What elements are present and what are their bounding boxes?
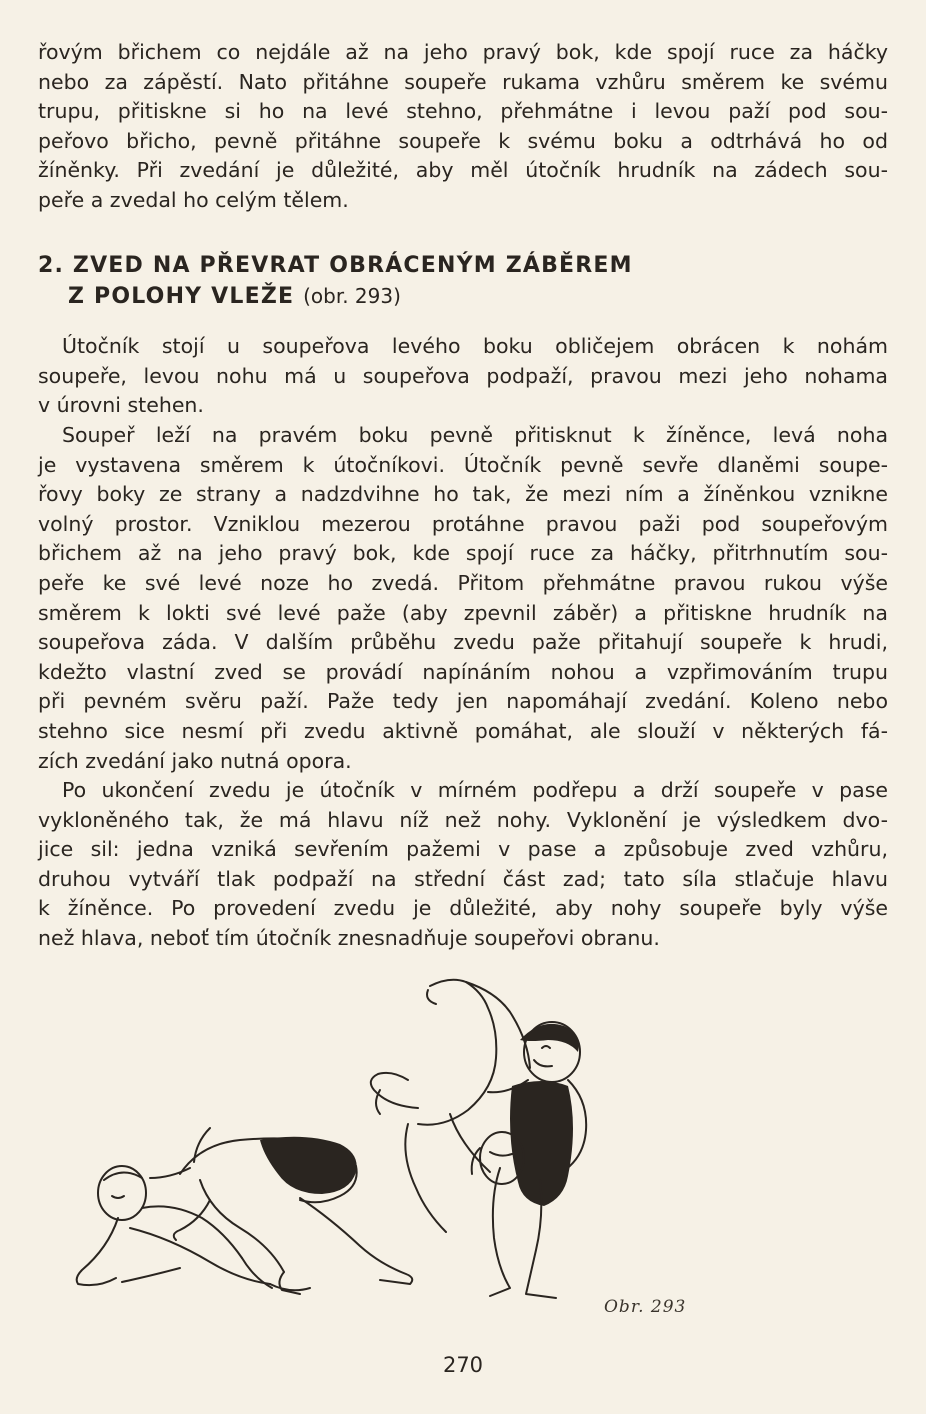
- text-line: peře a zvedal ho celým tělem.: [38, 187, 349, 212]
- text-line: soupeřova záda. V dalším průběhu zvedu paže přitahují soupeře k hrudi,: [38, 630, 888, 655]
- text-line: soupeře, levou nohu má u soupeřova podpaží, pravou mezi jeho nohama: [38, 363, 888, 388]
- text-line: vykloněného tak, že má hlavu níž než nohy. Vyklonění je výsledkem dvo-: [38, 807, 888, 832]
- text-line: je vystavena směrem k útočníkovi. Útočník pevně sevře dlaněmi soupe-: [38, 452, 888, 477]
- paragraph-continuation: [38, 38, 888, 216]
- figure-reference: (obr. 293): [303, 284, 401, 308]
- heading-line-2: [38, 281, 888, 312]
- text-line: řovy boky ze strany a nadzdvihne ho tak, že mezi ním a žíněnkou vznikne: [38, 482, 888, 507]
- wrestlers-drawing: [60, 968, 760, 1328]
- text-line: peře ke své levé noze ho zvedá. Přitom přehmátne pravou rukou výše: [38, 570, 888, 595]
- text-line: v úrovni stehen.: [38, 393, 204, 418]
- heading-line-2-text: Z POLOHY VLEŽE: [68, 284, 295, 309]
- page-number: 270: [442, 1353, 484, 1377]
- text-line: žíněnky. Při zvedání je důležité, aby měl útočník hrudník na zádech sou-: [38, 158, 888, 183]
- text-line: k žíněnce. Po provedení zvedu je důležité, aby nohy soupeře byly výše: [38, 896, 888, 921]
- heading-line-1: 2. ZVED NA PŘEVRAT OBRÁCENÝM ZÁBĚREM: [38, 253, 633, 278]
- text-line: peřovo břicho, pevně přitáhne soupeře k svému boku a odtrhává ho od: [38, 128, 888, 153]
- section-heading: [38, 250, 888, 312]
- lying-opponent-figure: [77, 1166, 310, 1290]
- text-line: stehno sice nesmí při zvedu aktivně pomáhat, ale slouží v některých fá-: [38, 718, 888, 743]
- text-line: druhou vytváří tlak podpaží na střední část zad; tato síla stlačuje hlavu: [38, 866, 888, 891]
- text-line: břichem až na jeho pravý bok, kde spojí ruce za háčky, přitrhnutím sou-: [38, 541, 888, 566]
- paragraph-execution: [38, 421, 888, 776]
- figure-caption: Obr. 293: [604, 1297, 687, 1317]
- text-line: kdežto vlastní zved se provádí napínáním nohou a vzpřimováním trupu: [38, 659, 888, 684]
- paragraph-starting-position: [38, 332, 888, 421]
- text-line: trupu, přitiskne si ho na levé stehno, přehmátne i levou paží pod sou-: [38, 99, 888, 124]
- text-line: nebo za zápěstí. Nato přitáhne soupeře rukama vzhůru směrem ke svému: [38, 69, 888, 94]
- wrestling-illustration: [60, 968, 760, 1328]
- text-line: volný prostor. Vzniklou mezerou protáhne pravou paži pod soupeřovým: [38, 511, 888, 536]
- paragraph-finish: [38, 776, 888, 954]
- text-line: než hlava, neboť tím útočník znesnadňuje soupeřovi obranu.: [38, 925, 660, 950]
- text-line: zích zvedání jako nutná opora.: [38, 748, 352, 773]
- trunks-shading: [260, 1024, 579, 1206]
- text-line: jice sil: jedna vzniká sevřením pažemi v pase a způsobuje zved vzhůru,: [38, 837, 888, 862]
- text-line: řovým břichem co nejdále až na jeho pravý bok, kde spojí ruce za háčky: [38, 40, 888, 64]
- text-line: směrem k lokti své levé paže (aby zpevnil záběr) a přitiskne hrudník na: [38, 600, 888, 625]
- lifted-opponent-figure: [371, 980, 530, 1232]
- text-line: při pevném svěru paží. Paže tedy jen napomáhají zvedání. Koleno nebo: [38, 689, 888, 714]
- text-line: Soupeř leží na pravém boku pevně přitisknut k žíněnce, levá noha: [62, 423, 888, 447]
- text-line: Po ukončení zvedu je útočník v mírném podřepu a drží soupeře v pase: [62, 778, 888, 802]
- text-line: Útočník stojí u soupeřova levého boku obličejem obrácen k nohám: [62, 334, 888, 358]
